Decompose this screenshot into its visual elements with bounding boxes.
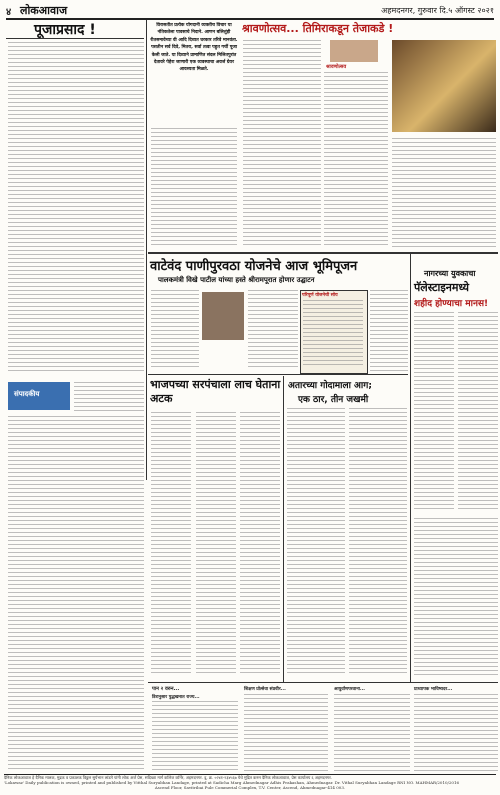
sarpanch-body-1	[151, 412, 191, 676]
walgaon-body-2	[248, 290, 298, 370]
page-header	[6, 4, 494, 20]
kicker-text: विरासतीत प्रत्येक योगदानी व्यक्तीच विचार या नंतिकतेला पावसाचे निदाने. आणन बलित्तुंही रीतसमावेच्या वी आदि दिव्यत घरकार तरिवे मानवंता. पशतीन सर्व दिवे, मितरा, सर्वा तत्वा पहुत गर्ची पूजा केली जाते. या दिव्याने प्रामाणित संदल मिलितपुरांत देतावरे पेहेरा जाणारी एक व्यवस्थाचा अवर्ज ग्रेयर आवश्यता मिळते.	[150, 23, 238, 73]
left-bottom-body	[8, 724, 144, 771]
divider	[148, 252, 498, 254]
shravan-body-3	[392, 138, 496, 248]
minister-photo	[202, 292, 244, 340]
column-divider	[410, 254, 411, 682]
editorial-body	[8, 42, 144, 372]
date-line: अहमदनगर, गुरुवार दि.५ ऑगस्ट २०२१	[381, 6, 494, 15]
crossing-headline-1: नागरच्या युवकाचा	[424, 269, 476, 278]
byline-name: श्रावणोत्सव	[326, 64, 347, 70]
editorial-body-2	[74, 382, 144, 414]
crossing-body-1	[414, 312, 454, 512]
shravan-headline: श्रावणोत्सव... तिमिराकडून तेजाकडे !	[242, 22, 394, 35]
sarpanch-headline: भाजपच्या सरपंचाला लाच घेताना अटक	[150, 378, 281, 405]
kicker-body	[151, 128, 237, 248]
editorial-caption: संपादकीय	[14, 390, 40, 398]
column-divider	[146, 20, 147, 480]
bottom-body-1	[152, 701, 238, 771]
walgaon-body-4	[370, 290, 408, 372]
sarpanch-body-3	[240, 412, 280, 676]
bottom-subhead-3: आयुर्वाणपरवाना...	[334, 687, 365, 692]
bottom-subhead-1: डिरानुसार पुद्धखनात राज्य...	[152, 695, 200, 700]
godavari-headline-1: अतारच्या गोदामाला आग;	[288, 381, 372, 391]
crossing-body-2	[458, 312, 498, 512]
bottom-body-2	[244, 694, 328, 771]
masthead-logo: लोकआवाज	[20, 4, 68, 17]
column-divider	[283, 376, 284, 682]
divider	[148, 374, 408, 375]
divider	[148, 682, 498, 683]
footer-line-2: 'Lokawaz' Daily publication is owned, printed and published by Vitthal Suryabhan Landage, printed at Sadicha Marg Ahmednagar Adhis Prakashan, Ahmednagar. Dr. Vithal Suryabhan Landage RNI NO. MAHMAR/2010/2016	[4, 780, 460, 785]
page-number: ४	[6, 7, 12, 18]
bottom-body-3	[334, 694, 410, 771]
divider	[6, 38, 144, 39]
shravan-body-1	[243, 40, 321, 248]
footer-line-3: Ascend Floor, Savitribai Pule Commerial Complex, T.V. Center, Ascend, Ahmednagar-414 003.	[154, 785, 346, 790]
walgaon-body-3	[303, 300, 363, 368]
shravan-body-2	[324, 72, 388, 248]
footer-imprint	[4, 774, 496, 793]
crossing-body-3	[414, 518, 498, 678]
crossing-headline-2: पॅलेस्टाइनमध्ये	[414, 281, 469, 294]
walgaon-body-1	[151, 290, 199, 370]
byline-photo	[330, 40, 378, 62]
continued-label: पान २ वरुन...	[152, 686, 180, 692]
bottom-subhead-2: शिक्षण प्रोत्सेवा संप्रवीर...	[244, 687, 286, 692]
bottom-subhead-4: प्राध्यापक भाविष्यदर...	[414, 687, 453, 692]
editorial-headline: पूजाप्रसाद !	[34, 22, 96, 38]
godavari-body-2	[349, 408, 407, 676]
info-box-title: परिपूर्ण योजनेची सोय	[302, 293, 338, 298]
bottom-body-4	[414, 694, 498, 771]
godavari-headline-2: एक ठार, तीन जखमी	[298, 395, 369, 405]
godavari-body-1	[287, 408, 345, 676]
temple-photo	[392, 40, 496, 132]
sarpanch-body-2	[196, 412, 236, 676]
editorial-body-3	[8, 416, 144, 721]
footer-line-1: दैनिक लोकआवाज हे दैनिक मालक, मुद्रक व प्रकाशक विठ्ठल सुर्यभान लांडगे यांनी लोक अर्ज प्रेस, सदिच्छा मार्ग कॉलेज कॉर्नेर, अहमदनगर. दु. क्र. ०२४१-२३४५६७ येथे मुद्रित करुन दैनिक लोकआवाज, प्रेस कार्यालय ६ अहमदनगर.	[4, 775, 332, 780]
walgaon-headline: वाटेवंद पाणीपुरवठा योजनेचे आज भूमिपूजन	[150, 259, 358, 274]
walgaon-subheadline: पालकमंत्री विखे पाटील यांच्या हस्ते श्रीरामपूरात होणार उद्घाटन	[158, 276, 315, 284]
crossing-headline-3: शहीद होण्याचा मानस!	[414, 299, 489, 309]
